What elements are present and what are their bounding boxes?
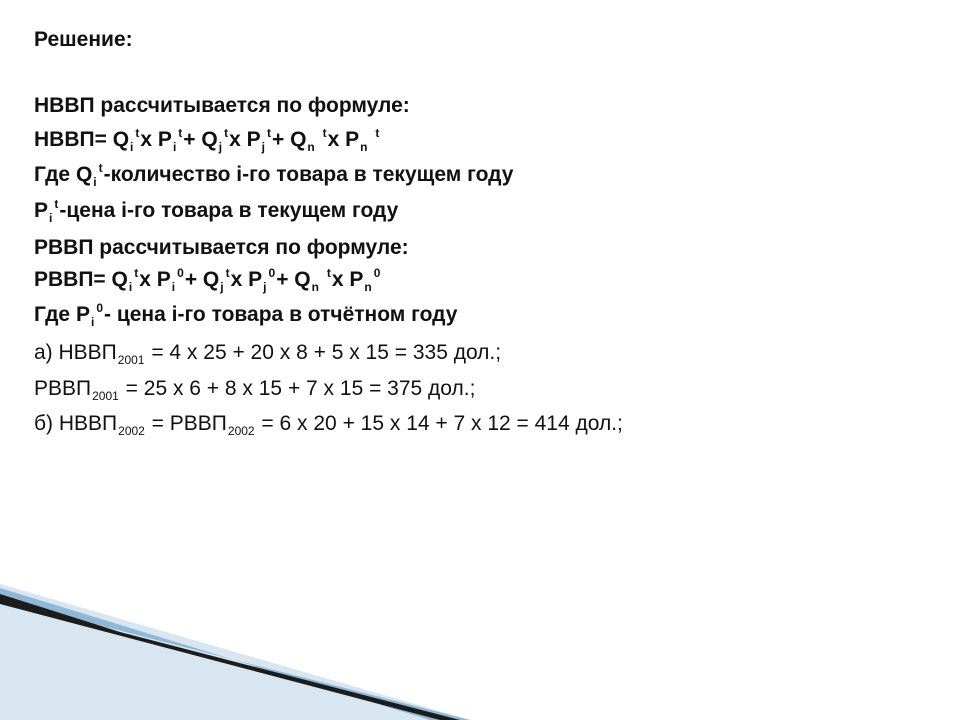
formula-fragment: j [218, 140, 223, 154]
formula-fragment: х [229, 128, 241, 151]
formula-fragment: 2001 [92, 389, 119, 403]
formula-fragment: n [307, 140, 315, 154]
formula-fragment: 0 [373, 266, 381, 280]
formula-fragment: t [225, 266, 230, 280]
solution-heading: Решение: [34, 28, 133, 51]
formula-fragment: х [331, 268, 344, 291]
formula-fragment: 0 [177, 266, 184, 280]
gnp-heading: НВВП рассчитывается по формуле: [34, 94, 410, 117]
formula-fragment: i [128, 280, 133, 294]
formula-fragment: t [375, 126, 380, 140]
calc-real-2001 [34, 376, 475, 404]
formula-fragment: + [183, 128, 196, 151]
formula-fragment: t [326, 266, 331, 280]
formula-fragment: Q [201, 128, 218, 151]
formula-fragment: Где Q [34, 163, 93, 186]
formula-fragment: = 25 х 6 + 8 х 15 + 7 х 15 = 375 дол.; [119, 377, 476, 400]
formula-fragment: = 4 х 25 + 20 х 8 + 5 х 15 = 335 дол.; [145, 341, 502, 364]
formula-fragment: Q [290, 128, 307, 151]
formula-fragment: 2002 [227, 424, 255, 438]
formula-fragment: j [261, 140, 265, 154]
formula-fragment: х [327, 128, 340, 151]
formula-fragment: P [246, 128, 261, 151]
formula-fragment: 0 [96, 301, 103, 315]
rgnp-heading: РВВП рассчитывается по формуле: [34, 236, 409, 259]
formula-fragment: P [248, 268, 263, 291]
formula-fragment: P [349, 268, 364, 291]
formula-fragment: 2001 [117, 353, 145, 367]
calc-2002 [34, 411, 623, 439]
formula-fragment: t [98, 161, 103, 175]
definition-quantity [34, 162, 513, 190]
formula-fragment: Q [294, 268, 311, 291]
decoration-light-band [0, 584, 470, 720]
formula-fragment: х [139, 268, 151, 291]
definition-current-price [34, 198, 398, 226]
formula-fragment: Q [111, 268, 128, 291]
formula-fragment: j [220, 280, 224, 294]
formula-fragment: Q [202, 268, 220, 291]
formula-fragment: t [135, 126, 140, 140]
formula-fragment: t [266, 126, 271, 140]
formula-fragment: -цена i-го товара в текущем году [59, 199, 399, 222]
formula-fragment: P [157, 128, 172, 151]
definition-base-price [34, 302, 457, 330]
formula-fragment: i [90, 315, 95, 329]
calc-nominal-2001 [34, 340, 501, 368]
formula-fragment: n [311, 280, 319, 294]
formula-fragment: -количество i-го товара в текущем году [103, 163, 514, 186]
formula-fragment: НВВП= [34, 128, 107, 151]
formula-fragment: i [130, 140, 134, 154]
formula-fragment: + [271, 128, 285, 151]
formula-fragment: P [156, 268, 171, 291]
formula-fragment: i [49, 211, 53, 225]
formula-fragment: t [178, 126, 183, 140]
formula-fragment: P [345, 128, 360, 151]
formula-fragment: i [172, 140, 177, 154]
formula-fragment: РВВП [34, 377, 92, 400]
formula-fragment: Q [112, 128, 130, 151]
slide-corner-decoration [0, 580, 960, 720]
rgnp-formula [34, 267, 381, 295]
formula-fragment: t [322, 126, 327, 140]
formula-fragment: t [224, 126, 229, 140]
formula-fragment: х [140, 128, 153, 151]
formula-fragment: 0 [268, 266, 276, 280]
formula-fragment: 2002 [118, 424, 145, 438]
formula-fragment: i [171, 280, 176, 294]
formula-fragment: i [93, 175, 97, 189]
formula-fragment: = 6 х 20 + 15 х 14 + 7 х 12 = 414 дол.; [255, 412, 623, 435]
formula-fragment: Где P [34, 303, 90, 326]
formula-fragment: = РВВП [145, 412, 227, 435]
formula-fragment: P [34, 199, 49, 222]
formula-fragment: + [276, 268, 289, 291]
gnp-formula [34, 127, 380, 155]
formula-fragment: t [134, 266, 139, 280]
formula-fragment: n [360, 140, 368, 154]
formula-fragment: n [364, 280, 372, 294]
formula-fragment: + [184, 268, 198, 291]
formula-fragment: б) НВВП [34, 412, 118, 435]
formula-fragment: j [263, 280, 267, 294]
formula-fragment: х [230, 268, 243, 291]
formula-fragment: а) НВВП [34, 341, 117, 364]
formula-fragment: РВВП= [34, 268, 106, 291]
formula-fragment: t [54, 197, 59, 211]
formula-fragment: - цена i-го товара в отчётном году [104, 303, 458, 326]
